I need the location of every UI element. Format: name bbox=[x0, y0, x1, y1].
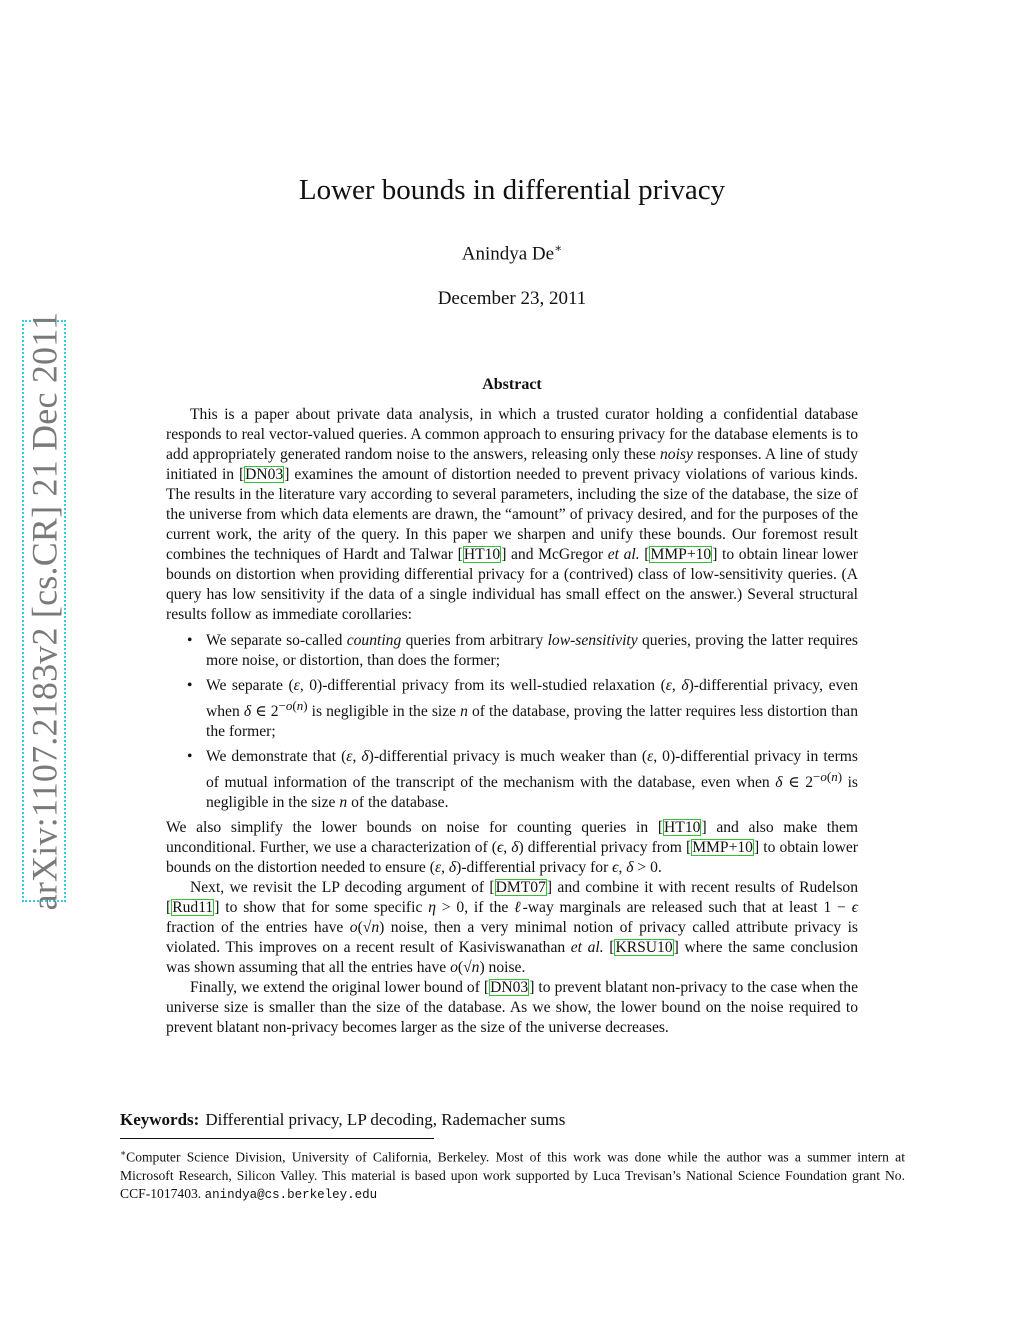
abstract-paragraph: We also simplify the lower bounds on noise for counting queries in [HT10] and also make them unconditional. Further, we use a characterization of (ϵ, δ) differential privacy from [MMP+10] to obtain lower bounds on the distortion needed to ensure (ε, δ)-differential privacy for ϵ, δ > 0. bbox=[166, 819, 858, 877]
author-name: Anindya De bbox=[461, 243, 555, 265]
bullet-icon: • bbox=[187, 632, 193, 649]
citation-link[interactable]: Rud11 bbox=[172, 899, 214, 917]
arxiv-identifier: arXiv:1107.2183v2 [cs.CR] 21 Dec 2011 bbox=[24, 311, 65, 911]
citation-link[interactable]: DMT07 bbox=[495, 879, 546, 897]
abstract-paragraph: Next, we revisit the LP decoding argument of [DMT07] and combine it with recent results of Rudelson [Rud11] to show that for some specific η > 0, if the ℓ-way marginals are released such that at least 1 − ϵ fraction of the entries have o(√n) noise, then a very minimal notion of privacy called attribute privacy is violated. This improves on a recent result of Kasiviswanathan et al. [KRSU10] where the same conclusion was shown assuming that all the entries have o(√n) noise. bbox=[166, 879, 858, 977]
abstract-paragraph: Finally, we extend the original lower bound of [DN03] to prevent blatant non-privacy to the case when the universe size is smaller than the size of the database. As we show, the lower bound on the noise required to prevent blatant non-privacy becomes larger as the size of the universe decreases. bbox=[166, 979, 858, 1037]
citation-link[interactable]: HT10 bbox=[664, 819, 701, 837]
corollary-list bbox=[166, 631, 858, 813]
citation-link[interactable]: DN03 bbox=[245, 466, 284, 483]
keywords-line bbox=[120, 1110, 565, 1130]
paper-title: Lower bounds in differential privacy bbox=[298, 174, 726, 206]
abstract-body bbox=[166, 405, 858, 1038]
citation-link[interactable]: DN03 bbox=[490, 979, 529, 997]
list-item: • We separate so-called counting queries from arbitrary low-sensitivity queries, proving the latter requires more noise, or distortion, than does the former; bbox=[187, 632, 858, 669]
abstract-paragraph: This is a paper about private data analysis, in which a trusted curator holding a confidential database responds to real vector-valued queries. A common approach to ensuring privacy for the database elements is to add appropriately generated random noise to the answers, releasing only these noisy responses. A line of study initiated in [DN03] examines the amount of distortion needed to prevent privacy violations of various kinds. The results in the literature vary according to several parameters, including the size of the database, the size of the universe from which data elements are drawn, the “amount” of privacy desired, and for the purposes of the current work, the arity of the query. In this paper we sharpen and unify these bounds. Our foremost result combines the techniques of Hardt and Talwar [HT10] and McGregor et al. [MMP+10] to obtain linear lower bounds on distortion when providing differential privacy for a (contrived) class of low-sensitivity queries. (A query has low sensitivity if the data of a single individual has small effect on the answer.) Several structural results follow as immediate corollaries: bbox=[166, 406, 858, 623]
citation-link[interactable]: KRSU10 bbox=[615, 939, 673, 957]
abstract-heading: Abstract bbox=[482, 376, 542, 393]
author-footnote-mark: ∗ bbox=[554, 241, 563, 255]
citation-link[interactable]: HT10 bbox=[463, 546, 501, 563]
paper-date: December 23, 2011 bbox=[437, 288, 587, 309]
author-email[interactable]: anindya@cs.berkeley.edu bbox=[204, 1187, 378, 1202]
keywords-label: Keywords: bbox=[120, 1110, 200, 1129]
list-item: • We separate (ε, 0)-differential privacy from its well-studied relaxation (ε, δ)-differential privacy, even when δ ∈ $2^{-o(n)}$ is negligible in the size n of the database, proving the latter requires less distortion than the former; bbox=[187, 677, 859, 741]
footnote-text: Computer Science Division, University of California, Berkeley. Most of this work was done while the author was a summer intern at Microsoft Research, Silicon Valley. This material is based upon work supported by Luca Trevisan’s National Science Foundation grant No. CCF-1017403. bbox=[120, 1149, 905, 1201]
list-item: • We demonstrate that (ε, δ)-differential privacy is much weaker than (ε, 0)-differential privacy in terms of mutual information of the transcript of the mechanism with the database, even when δ ∈ $2^{-o(n)}$ is negligible in the size n of the database. bbox=[187, 748, 858, 812]
footnote-mark: ∗ bbox=[120, 1148, 127, 1158]
keywords-list: Differential privacy, LP decoding, Rademacher sums bbox=[205, 1110, 566, 1129]
author-line bbox=[0, 241, 1024, 265]
citation-link[interactable]: MMP+10 bbox=[692, 839, 753, 857]
footnote-divider bbox=[120, 1138, 434, 1139]
bullet-icon: • bbox=[187, 677, 193, 694]
citation-link[interactable]: MMP+10 bbox=[650, 546, 712, 563]
arxiv-stamp bbox=[22, 311, 66, 911]
bullet-icon: • bbox=[187, 748, 193, 766]
author-footnote bbox=[120, 1144, 905, 1204]
